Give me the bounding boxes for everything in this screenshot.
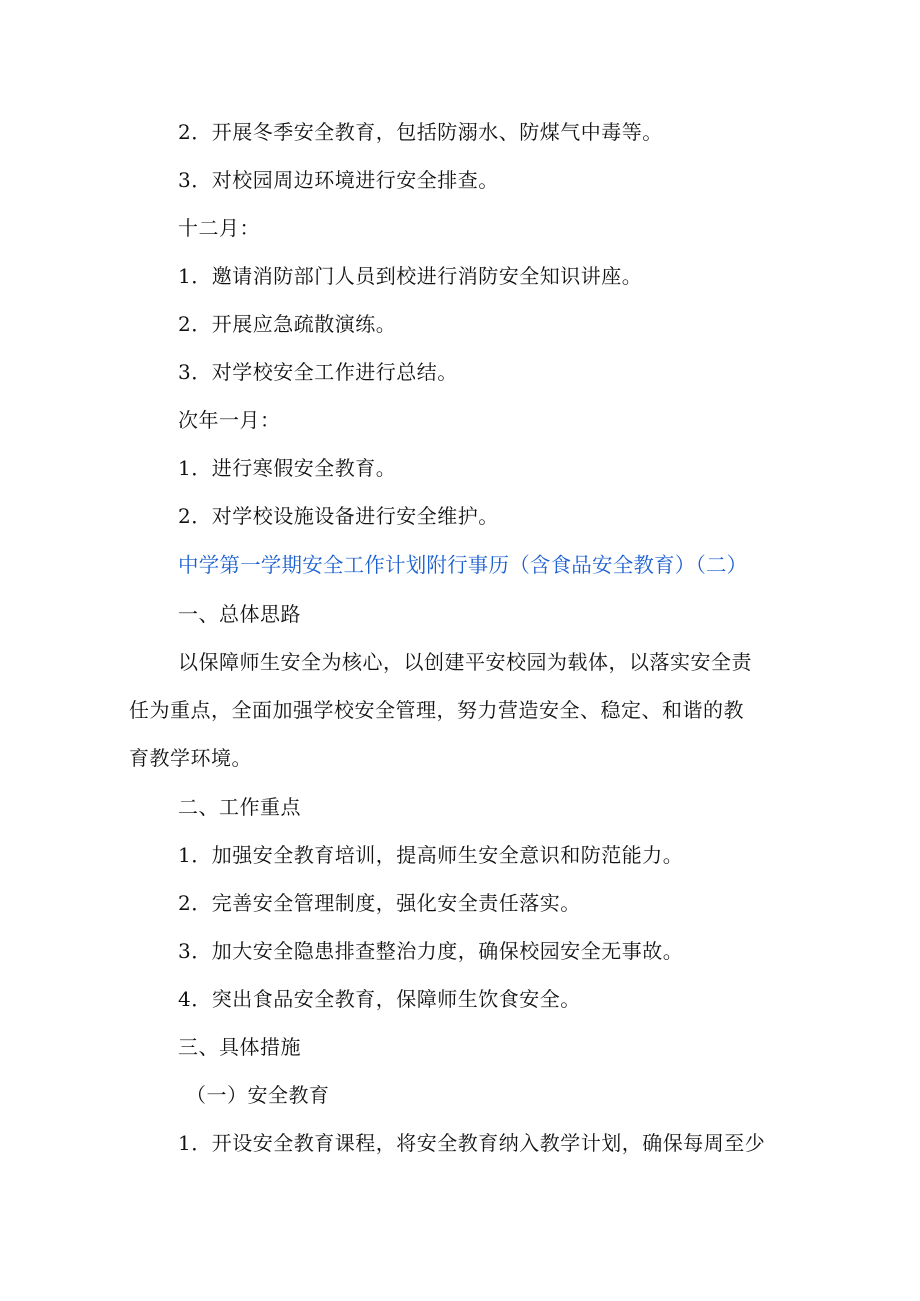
sub-heading-safety-education: （一）安全教育 [186, 1083, 330, 1107]
list-item: 4．突出食品安全教育，保障师生饮食安全。 [178, 987, 581, 1011]
list-item: 1．开设安全教育课程，将安全教育纳入教学计划，确保每周至少 [178, 1131, 766, 1155]
section-title: 中学第一学期安全工作计划附行事历（含食品安全教育）（二） [178, 553, 748, 577]
section-heading-measures: 三、具体措施 [178, 1035, 301, 1059]
list-item: 3．对学校安全工作进行总结。 [178, 360, 458, 384]
list-item: 3．对校园周边环境进行安全排查。 [178, 168, 499, 192]
list-item: 2．完善安全管理制度，强化安全责任落实。 [178, 891, 581, 915]
list-item: 1．进行寒假安全教育。 [178, 456, 397, 480]
section-heading-focus: 二、工作重点 [178, 795, 301, 819]
list-item: 2．开展冬季安全教育，包括防溺水、防煤气中毒等。 [178, 120, 663, 144]
paragraph-line: 以保障师生安全为核心，以创建平安校园为载体，以落实安全责 [178, 650, 752, 674]
paragraph-line: 任为重点，全面加强学校安全管理，努力营造安全、稳定、和谐的教 [129, 698, 744, 722]
list-item: 2．开展应急疏散演练。 [178, 312, 397, 336]
section-heading-overall: 一、总体思路 [178, 602, 301, 626]
list-item: 1．加强安全教育培训，提高师生安全意识和防范能力。 [178, 843, 684, 867]
month-heading-january: 次年一月： [178, 408, 281, 432]
list-item: 3．加大安全隐患排查整治力度，确保校园安全无事故。 [178, 939, 684, 963]
paragraph-line: 育教学环境。 [129, 746, 252, 770]
month-heading-december: 十二月： [178, 216, 260, 240]
list-item: 2．对学校设施设备进行安全维护。 [178, 504, 499, 528]
list-item: 1．邀请消防部门人员到校进行消防安全知识讲座。 [178, 264, 643, 288]
